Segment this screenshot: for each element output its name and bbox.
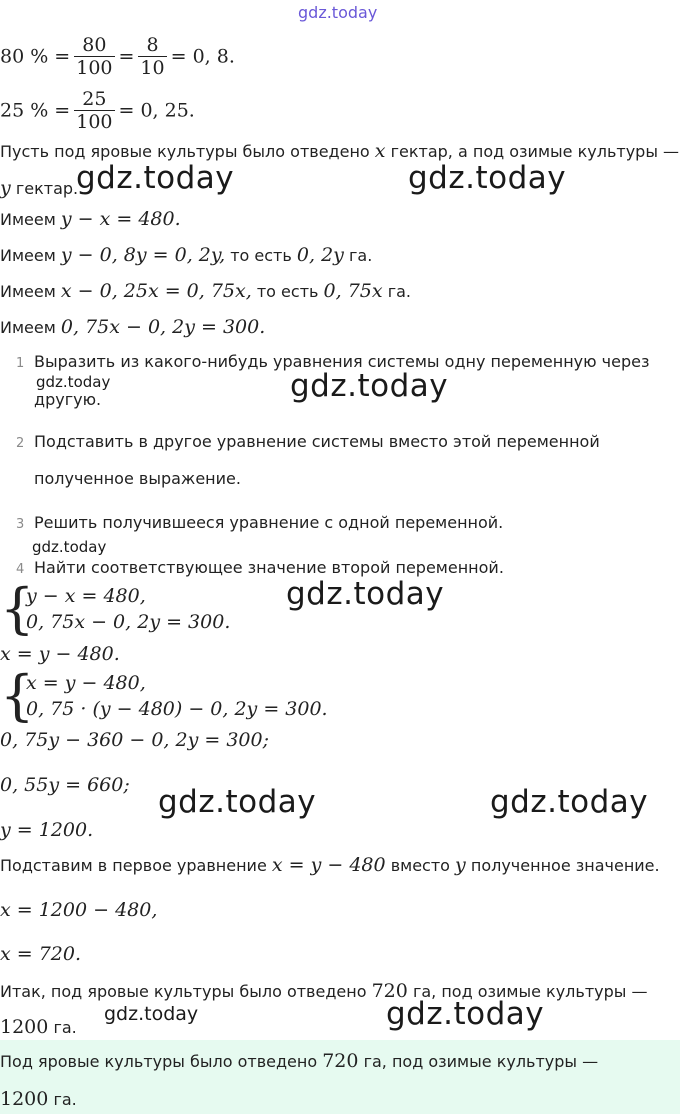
system-brace: { [0,664,35,727]
step-number: 3 [16,517,25,532]
intro-line-1 [0,140,679,162]
conclusion-value: 1200 [0,1016,49,1038]
fact-line [0,208,181,230]
system-equation: y − x = 480, [26,585,146,607]
fact-suffix: то есть [230,246,292,265]
substitute-math: x = y − 480 [271,854,386,876]
system-equation: x = y − 480, [26,672,146,694]
system-equation: 0, 75x − 0, 2y = 300. [26,611,231,633]
watermark: gdz.today [32,538,107,556]
step-text: Подставить в другое уравнение системы вместо этой переменной [34,432,600,451]
fact-prefix: Имеем [0,318,56,337]
fact-line [0,316,265,338]
x-calc-line: x = 1200 − 480, [0,899,158,921]
fact-math: 0, 2y [296,244,344,266]
solve-line: 0, 75y − 360 − 0, 2y = 300; [0,729,269,751]
step-number: 4 [16,562,25,577]
step-text: Найти соответствующее значение второй переменной. [34,558,504,577]
fraction-denominator: 100 [76,57,113,79]
step-item [16,558,504,577]
step-text: Решить получившееся уравнение с одной переменной. [34,513,504,532]
fact-line [0,244,372,266]
fact-math: 0, 75x − 0, 2y = 300. [60,316,266,338]
percent-lhs: 80 % = [0,45,71,68]
fact-math: 0, 75x [323,280,383,302]
solve-line: 0, 55y = 660; [0,774,130,796]
answer-box [0,1040,680,1114]
substitute-text: вместо [390,856,450,875]
conclusion-line-2 [0,1016,77,1038]
fact-prefix: Имеем [0,210,56,229]
fact-math: y − 0, 8y = 0, 2y, [60,244,226,266]
fraction-numerator: 8 [146,34,159,56]
fact-suffix: га. [387,282,411,301]
watermark-top: gdz.today [298,3,378,22]
answer-line-2 [0,1088,77,1110]
fact-prefix: Имеем [0,282,56,301]
solve-line: y = 1200. [0,819,94,841]
var-y: y [455,854,466,876]
answer-value: 720 [322,1050,359,1072]
system-brace: { [0,577,35,640]
step-text-continued: полученное выражение. [34,469,241,488]
fraction-numerator: 80 [82,34,107,56]
step-number: 1 [16,356,25,371]
intro-text: Пусть под яровые культуры было отведено [0,142,370,161]
percent-lhs: 25 % = [0,99,71,122]
intro-line-2 [0,177,78,199]
substitute-line [0,854,660,876]
fact-math: y − x = 480. [60,208,181,230]
equals-sign: = [118,45,135,68]
step-number: 2 [16,436,25,451]
watermark: gdz.today [408,160,567,196]
substitute-text: Подставим в первое уравнение [0,856,267,875]
step-item [16,432,600,451]
step-text: Выразить из какого-нибудь уравнения системы одну переменную через [34,352,650,371]
watermark: gdz.today [290,368,449,404]
conclusion-text: Итак, под яровые культуры было отведено [0,982,367,1001]
fact-line [0,280,411,302]
conclusion-text: га, под озимые культуры — [412,982,648,1001]
expression-x: x = y − 480. [0,643,120,665]
watermark: gdz.today [36,373,111,391]
var-x: x [374,140,386,162]
conclusion-text: га. [53,1018,77,1037]
answer-value: 1200 [0,1088,49,1110]
answer-text: га. [53,1090,77,1109]
substitute-text: полученное значение. [470,856,660,875]
step-text-continued: другую. [34,390,102,409]
answer-line-1 [0,1050,598,1072]
conclusion-value: 720 [371,980,408,1002]
percent-line-80 [0,34,235,79]
watermark: gdz.today [104,1003,199,1025]
percent-rhs: = 0, 8. [170,45,235,68]
percent-line-25 [0,88,195,133]
watermark: gdz.today [286,576,445,612]
fact-suffix: то есть [256,282,319,301]
fact-prefix: Имеем [0,246,56,265]
percent-rhs: = 0, 25. [118,99,195,122]
step-item [16,513,503,532]
intro-text: гектар, а под озимые культуры — [390,142,680,161]
watermark: gdz.today [386,996,545,1032]
watermark: gdz.today [490,784,649,820]
watermark: gdz.today [76,160,235,196]
x-calc-line: x = 720. [0,943,82,965]
watermark: gdz.today [158,784,317,820]
intro-text: гектар. [15,179,79,198]
fraction-denominator: 100 [76,111,113,133]
answer-text: Под яровые культуры было отведено [0,1052,318,1071]
var-y: y [0,177,11,199]
fraction-denominator: 10 [140,57,165,79]
answer-text: га, под озимые культуры — [363,1052,599,1071]
conclusion-line-1 [0,980,648,1002]
fact-math: x − 0, 25x = 0, 75x, [60,280,252,302]
fraction-numerator: 25 [82,88,107,110]
system-equation: 0, 75 · (y − 480) − 0, 2y = 300. [26,698,328,720]
fact-suffix: га. [349,246,373,265]
